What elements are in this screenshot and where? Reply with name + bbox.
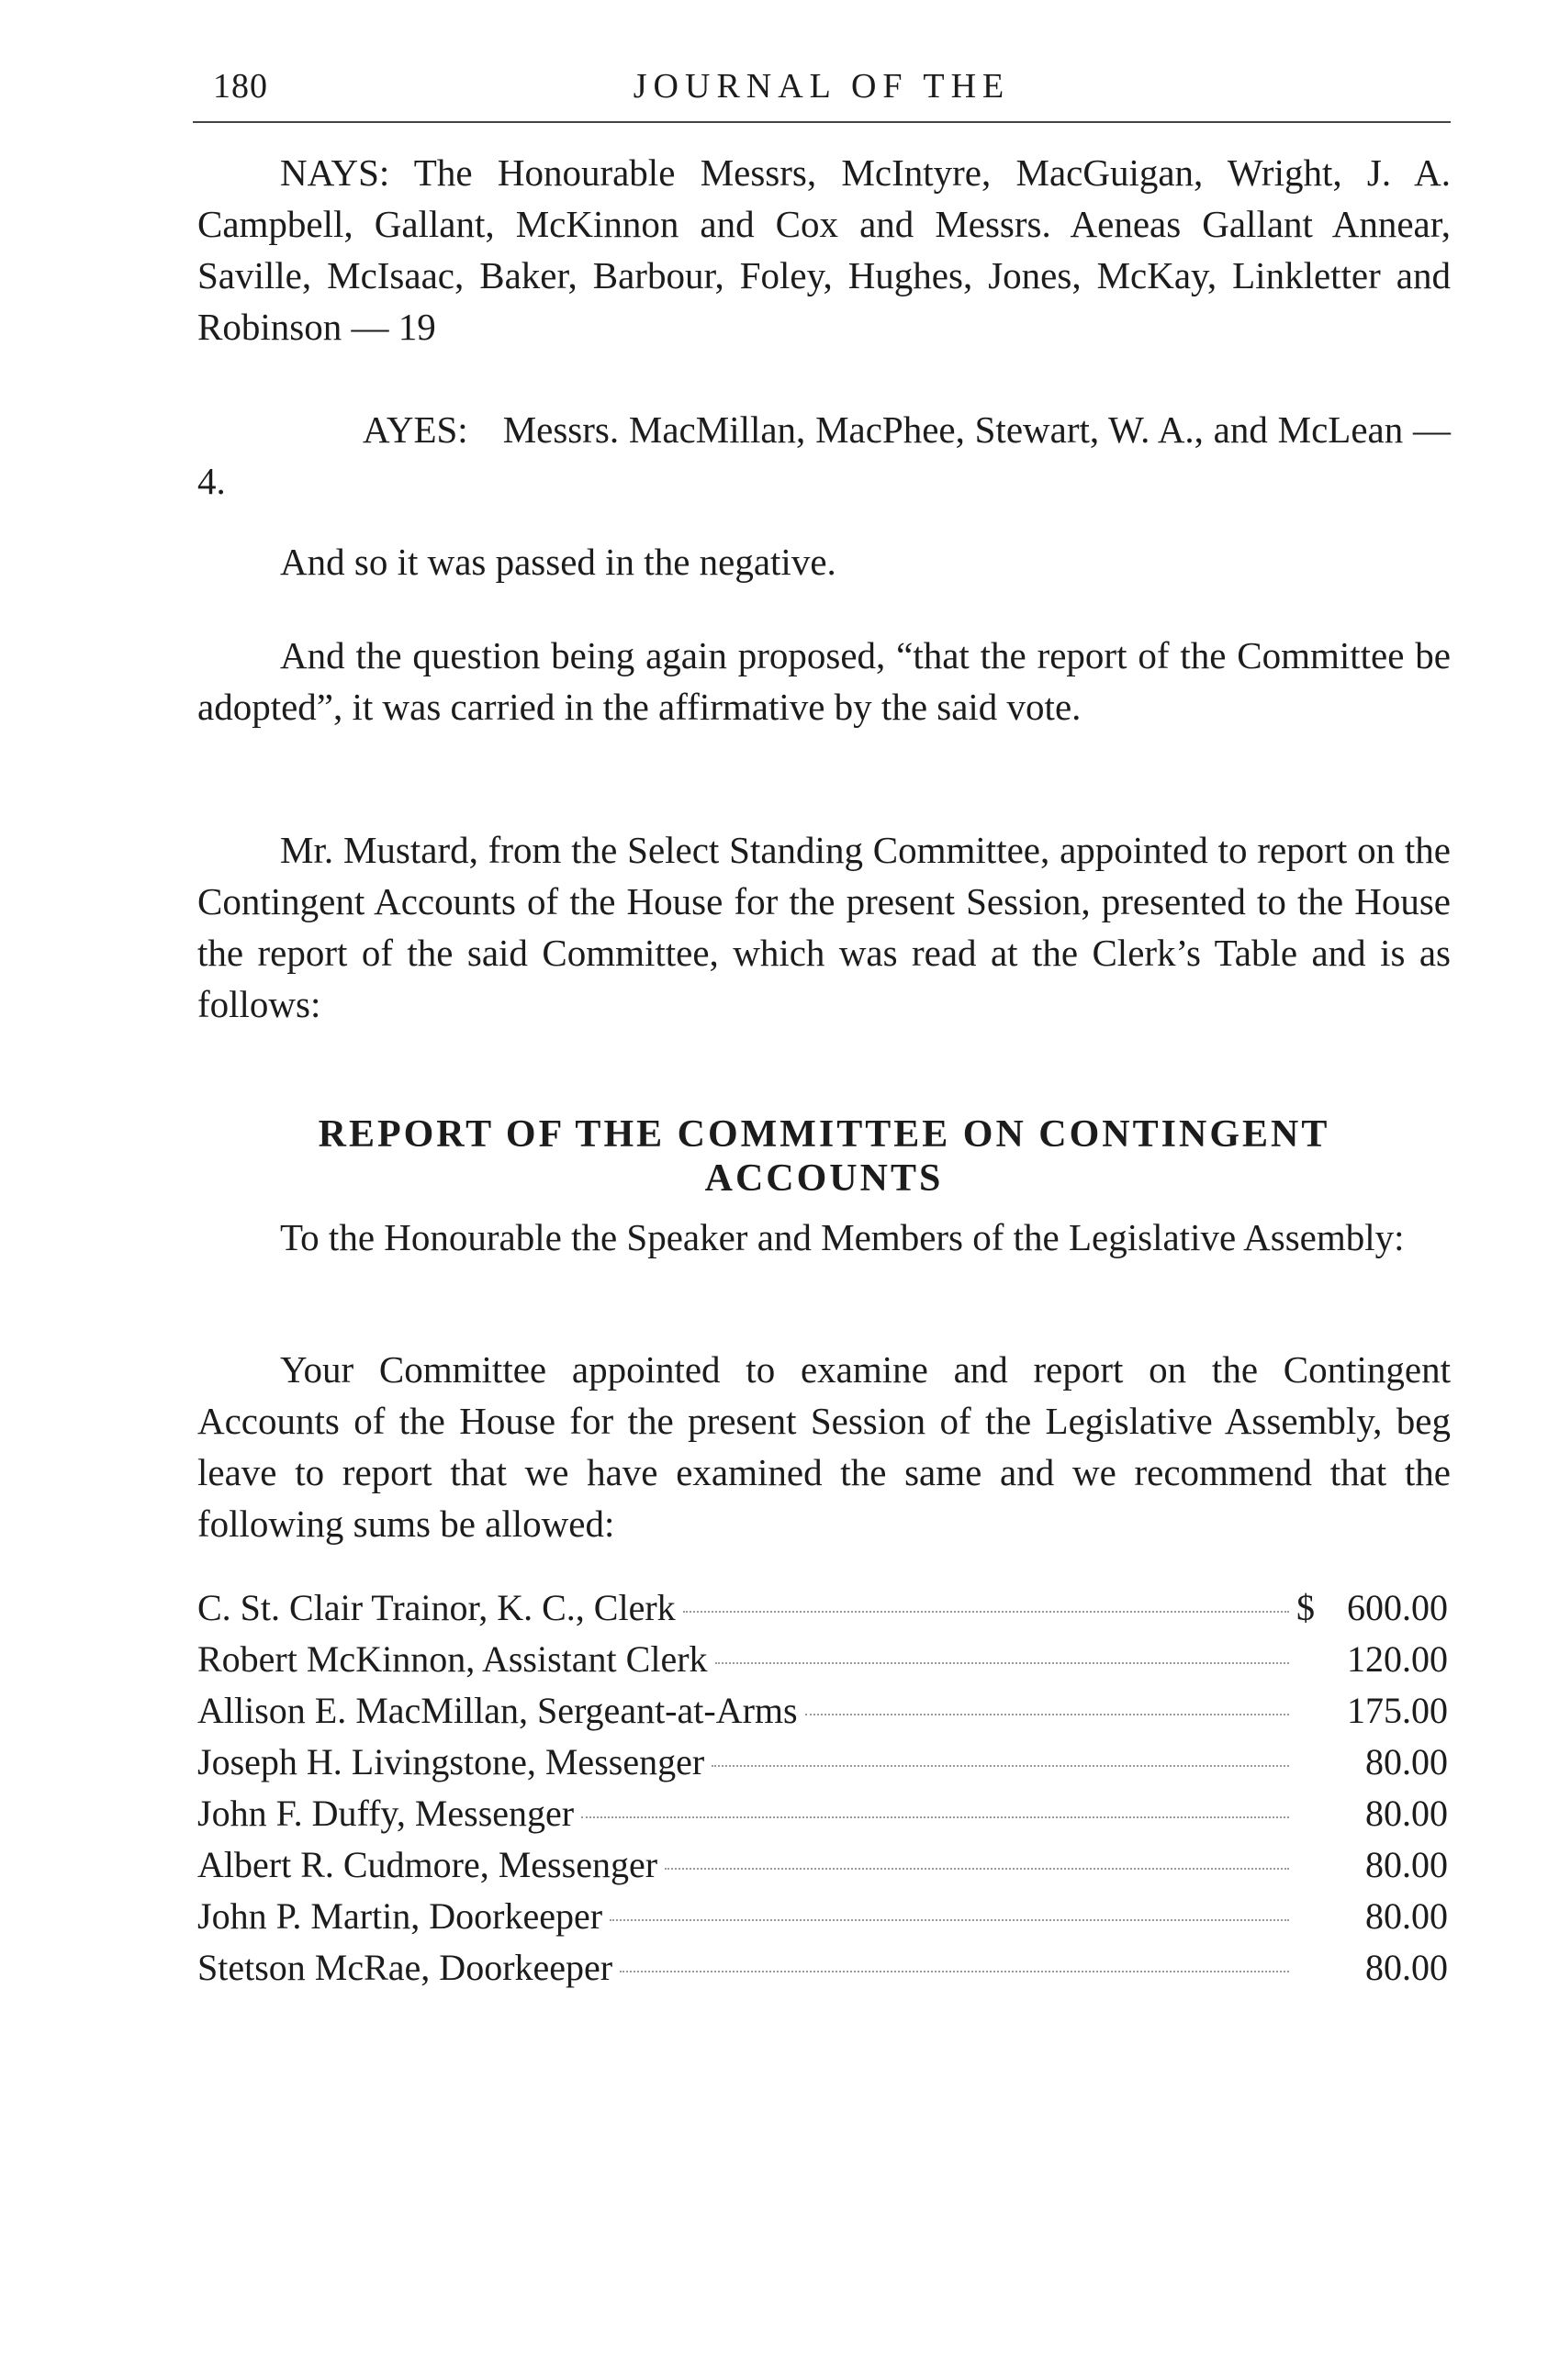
dot-leader xyxy=(683,1611,1289,1613)
header-rule xyxy=(193,121,1451,123)
account-amount: 80.00 xyxy=(1365,1947,1448,1988)
dot-leader xyxy=(715,1662,1289,1664)
question-paragraph: And the question being again proposed, “that the report of the Committee be adopted”, it was carried in the affirmative by the said vote. xyxy=(197,634,1451,728)
page-header xyxy=(193,57,1451,121)
account-row xyxy=(197,1689,1448,1740)
page-number: 180 xyxy=(213,67,268,106)
account-amount: 80.00 xyxy=(1365,1741,1448,1782)
dot-leader xyxy=(581,1816,1289,1818)
account-row xyxy=(197,1637,1448,1689)
dot-leader xyxy=(665,1868,1289,1870)
account-payee: Robert McKinnon, Assistant Clerk xyxy=(197,1638,708,1680)
account-amount: 120.00 xyxy=(1347,1638,1448,1680)
account-payee: John F. Duffy, Messenger xyxy=(197,1793,575,1834)
report-heading: REPORT OF THE COMMITTEE ON CONTINGENT ACCOUNTS xyxy=(318,1113,1330,1200)
report-body: Your Committee appointed to examine and report on the Contingent Accounts of the House for the present Session of the Legislative Assembly, beg leave to report that we have examined the same and we recommend that the following sums be allowed: xyxy=(197,1348,1451,1545)
ayes-label: AYES: xyxy=(363,408,468,451)
account-payee: C. St. Clair Trainor, K. C., Clerk xyxy=(197,1587,676,1628)
account-payee: Stetson McRae, Doorkeeper xyxy=(197,1947,613,1988)
account-row xyxy=(197,1843,1448,1894)
account-payee: Albert R. Cudmore, Messenger xyxy=(197,1844,658,1885)
dot-leader xyxy=(610,1919,1289,1921)
account-row xyxy=(197,1740,1448,1792)
account-amount: 80.00 xyxy=(1365,1793,1448,1834)
dot-leader xyxy=(805,1714,1289,1715)
account-row xyxy=(197,1894,1448,1946)
accounts-list xyxy=(197,1586,1448,1997)
dot-leader xyxy=(712,1765,1289,1767)
currency-symbol: $ xyxy=(1296,1587,1315,1628)
nays-paragraph: NAYS: The Honourable Messrs, McIntyre, MacGuigan, Wright, J. A. Campbell, Gallant, McKinnon and Cox and Messrs. Aeneas Gallant Annear, Saville, McIsaac, Baker, Barbour, Foley, Hughes, Jones, McKay, Linkletter and Robinson — 19 xyxy=(197,151,1451,348)
running-title: JOURNAL OF THE xyxy=(633,67,1011,106)
ayes-paragraph xyxy=(197,404,1451,507)
dot-leader xyxy=(620,1971,1289,1972)
account-amount: 80.00 xyxy=(1365,1844,1448,1885)
account-row xyxy=(197,1792,1448,1843)
account-payee: Allison E. MacMillan, Sergeant-at-Arms xyxy=(197,1690,798,1731)
mustard-paragraph: Mr. Mustard, from the Select Standing Committee, appointed to report on the Contingent Accounts of the House for the present Session, presented to the House the report of the said Committee, which was read at the Clerk’s Table and is as follows: xyxy=(197,829,1451,1025)
account-payee: John P. Martin, Doorkeeper xyxy=(197,1895,603,1937)
account-row xyxy=(197,1586,1448,1637)
account-amount: 600.00 xyxy=(1347,1587,1448,1628)
report-salutation: To the Honourable the Speaker and Members of the Legislative Assembly: xyxy=(280,1216,1405,1258)
account-amount: 80.00 xyxy=(1365,1895,1448,1937)
account-row xyxy=(197,1946,1448,1997)
negative-paragraph: And so it was passed in the negative. xyxy=(280,541,836,583)
ayes-names: Messrs. MacMillan, MacPhee, Stewart, W. A., and McLean — 4. xyxy=(197,408,1451,502)
account-amount: 175.00 xyxy=(1347,1690,1448,1731)
account-payee: Joseph H. Livingstone, Messenger xyxy=(197,1741,705,1782)
